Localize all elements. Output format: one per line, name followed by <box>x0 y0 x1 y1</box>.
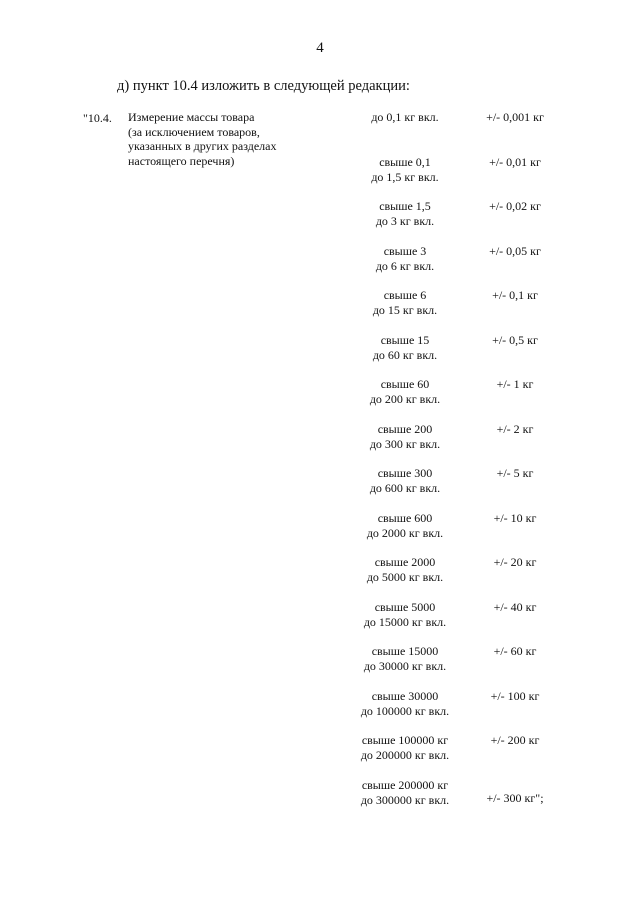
item-number: "10.4. <box>83 111 112 125</box>
tolerance-value: +/- 60 кг <box>493 644 537 658</box>
table-row <box>0 422 640 467</box>
mass-range <box>330 600 480 630</box>
mass-range-line: свыше 3 <box>383 243 427 258</box>
mass-range-line: до 200 кг вкл. <box>369 392 441 406</box>
table-row <box>0 511 640 556</box>
tolerance-value: +/- 40 кг <box>493 599 537 614</box>
tolerance-value: +/- 0,5 кг <box>492 332 538 347</box>
mass-range <box>330 422 480 452</box>
mass-range-line: до 3 кг вкл. <box>375 214 435 228</box>
mass-range-line: свыше 100000 кг <box>361 733 449 747</box>
tolerance-value: +/- 2 кг <box>496 421 534 436</box>
mass-range <box>330 155 480 185</box>
tolerance-value: +/- 0,02 кг <box>489 199 541 213</box>
tolerance-value: +/- 0,01 кг <box>489 154 541 169</box>
mass-range <box>330 333 480 363</box>
mass-range-line: до 0,1 кг вкл. <box>371 110 439 124</box>
mass-range <box>330 199 480 229</box>
mass-range <box>330 110 480 125</box>
tolerance-value: +/- 100 кг <box>490 688 540 703</box>
mass-range-line: свыше 200 <box>377 421 433 436</box>
mass-range-line: до 2000 кг вкл. <box>366 525 444 540</box>
mass-range <box>330 555 480 585</box>
mass-range-line: свыше 0,1 <box>379 154 431 169</box>
mass-range-line: свыше 30000 <box>371 688 439 703</box>
mass-range-line: до 60 кг вкл. <box>372 347 438 362</box>
mass-range <box>330 778 480 808</box>
mass-range-line: свыше 60 <box>380 377 430 391</box>
tolerance-value: +/- 1 кг <box>496 377 534 391</box>
table-row <box>0 689 640 734</box>
mass-range <box>330 244 480 274</box>
mass-range-line: свыше 15000 <box>371 644 439 658</box>
mass-range <box>330 288 480 318</box>
mass-range-line: до 600 кг вкл. <box>369 481 441 495</box>
mass-range-line: до 6 кг вкл. <box>375 258 435 273</box>
table-row <box>0 110 640 155</box>
mass-range-line: до 200000 кг вкл. <box>360 748 450 762</box>
tolerance-value: +/- 0,001 кг <box>486 110 544 124</box>
table-row <box>0 778 640 823</box>
table-row <box>0 199 640 244</box>
table-row <box>0 155 640 200</box>
mass-range-line: до 300000 кг вкл. <box>360 792 450 807</box>
item-description-line: указанных в других разделах <box>128 139 277 153</box>
mass-range-line: до 100000 кг вкл. <box>360 703 450 718</box>
mass-range-line: до 5000 кг вкл. <box>366 570 444 584</box>
mass-range <box>330 733 480 763</box>
tolerance-value: +/- 20 кг <box>493 555 537 569</box>
mass-tolerance-table <box>0 110 640 822</box>
table-row <box>0 733 640 778</box>
mass-range-line: свыше 15 <box>380 332 430 347</box>
tolerance-value: +/- 0,1 кг <box>492 288 538 302</box>
mass-range <box>330 377 480 407</box>
mass-range <box>330 689 480 719</box>
tolerance-value: +/- 10 кг <box>493 510 537 525</box>
table-row <box>0 333 640 378</box>
mass-range-line: до 15 кг вкл. <box>372 303 438 317</box>
mass-range-line: свыше 2000 <box>374 555 436 569</box>
mass-range-line: свыше 1,5 <box>379 199 431 213</box>
table-row <box>0 466 640 511</box>
table-row <box>0 288 640 333</box>
mass-range-line: до 1,5 кг вкл. <box>371 169 439 184</box>
table-row <box>0 377 640 422</box>
item-description-line: Измерение массы товара <box>128 110 255 124</box>
tolerance-value: +/- 0,05 кг <box>489 243 541 258</box>
tolerance-value: +/- 200 кг <box>490 733 540 747</box>
amendment-intro: д) пункт 10.4 изложить в следующей редакции: <box>117 78 410 94</box>
table-row <box>0 555 640 600</box>
table-row <box>0 600 640 645</box>
mass-range-line: свыше 300 <box>377 466 433 480</box>
mass-range <box>330 466 480 496</box>
mass-range <box>330 644 480 674</box>
page-number: 4 <box>316 40 324 56</box>
mass-range-line: свыше 5000 <box>374 599 436 614</box>
mass-range-line: до 15000 кг вкл. <box>363 614 447 629</box>
table-row <box>0 244 640 289</box>
mass-range-line: до 30000 кг вкл. <box>363 659 447 673</box>
table-row <box>0 644 640 689</box>
item-description-line: настоящего перечня) <box>128 153 235 168</box>
mass-range-line: свыше 600 <box>377 510 433 525</box>
tolerance-value: +/- 5 кг <box>496 466 534 480</box>
mass-range-line: свыше 6 <box>383 288 427 302</box>
mass-range-line: свыше 200000 кг <box>361 777 449 792</box>
tolerance-value: +/- 300 кг"; <box>486 790 544 805</box>
mass-range-line: до 300 кг вкл. <box>369 436 441 451</box>
item-description-line: (за исключением товаров, <box>128 124 260 139</box>
mass-range <box>330 511 480 541</box>
